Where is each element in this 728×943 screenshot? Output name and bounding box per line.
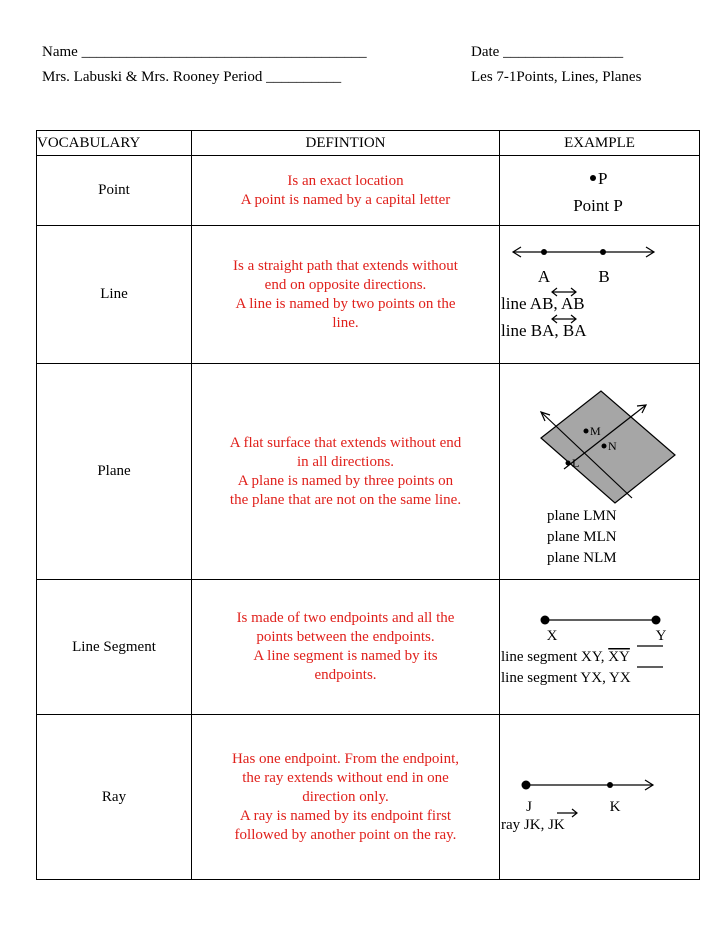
definition-line: A plane is named by three points on (237, 472, 454, 489)
definition-point (192, 156, 500, 226)
definition-line: the ray extends without end in one (242, 769, 449, 786)
ray-name: ray JK, JK (501, 817, 565, 833)
line-name-ab: line AB, AB (501, 294, 585, 313)
point-m-dot (584, 429, 589, 434)
definition-ray (192, 715, 500, 880)
plane-diagram (500, 364, 700, 580)
example-line-segment (500, 580, 700, 715)
definition-line: A point is named by a capital letter (240, 191, 451, 208)
ray-symbol-icon (557, 809, 577, 817)
point-m-label: M (590, 424, 601, 438)
plane-name: plane NLM (547, 550, 617, 566)
line-name-ba: line BA, BA (501, 321, 587, 340)
table-row-point (37, 156, 700, 226)
definition-line: A line is named by two points on the (235, 295, 456, 312)
segment-name-xy: line segment XY, XY (501, 649, 630, 665)
ray-diagram (500, 715, 700, 880)
lesson-title: Les 7-1Points, Lines, Planes (471, 69, 642, 85)
definition-line: the plane that are not on the same line. (229, 491, 462, 508)
definition-line: Is an exact location (287, 172, 404, 189)
point-caption: Point P (573, 196, 623, 215)
definition-line: Is made of two endpoints and all the (236, 610, 455, 626)
point-l-dot (566, 461, 571, 466)
point-y-label: Y (655, 628, 667, 644)
table-row-line (37, 226, 700, 364)
definition-line: line. (332, 314, 359, 331)
point-diagram (500, 156, 700, 226)
point-y-dot (652, 616, 661, 625)
definition-line: A ray is named by its endpoint first (239, 807, 452, 824)
line-diagram (500, 226, 700, 364)
definition-line: direction only. (302, 788, 389, 805)
term-point: Point (37, 156, 192, 226)
example-plane (500, 364, 700, 580)
definition-line: end on opposite directions. (264, 276, 427, 293)
teachers-period-label: Mrs. Labuski & Mrs. Rooney Period __________ (42, 69, 342, 85)
term-ray: Ray (37, 715, 192, 880)
point-k-dot (607, 782, 613, 788)
point-n-label: N (608, 439, 617, 453)
definition-line: A flat surface that extends without end (229, 434, 462, 451)
point-a-dot (541, 249, 547, 255)
column-header-vocabulary: VOCABULARY (37, 131, 192, 156)
definition-line: Is a straight path that extends without (233, 257, 458, 274)
name-field-label: Name ______________________________________ (42, 44, 367, 60)
term-plane: Plane (37, 364, 192, 580)
point-j-dot (522, 781, 531, 790)
point-a-label: A (537, 267, 551, 286)
column-header-example: EXAMPLE (500, 131, 700, 156)
term-line-segment: Line Segment (37, 580, 192, 715)
table-header-row (37, 131, 700, 156)
table-row-ray (37, 715, 700, 880)
definition-line: in all directions. (296, 453, 395, 470)
point-dot (590, 175, 596, 181)
point-label: P (598, 169, 608, 188)
vocabulary-table (36, 130, 700, 880)
point-k-label: K (609, 799, 621, 815)
definition-line-cell (192, 226, 500, 364)
definition-plane (192, 364, 500, 580)
term-line: Line (37, 226, 192, 364)
plane-name: plane LMN (547, 508, 617, 524)
definition-line: A line segment is named by its (253, 648, 438, 664)
point-n-dot (602, 444, 607, 449)
table-row-plane (37, 364, 700, 580)
point-b-label: B (598, 267, 610, 286)
example-point (500, 156, 700, 226)
example-ray (500, 715, 700, 880)
point-b-dot (600, 249, 606, 255)
date-field-label: Date ________________ (471, 44, 624, 60)
point-j-label: J (526, 799, 532, 815)
plane-name: plane MLN (547, 529, 617, 545)
point-x-dot (541, 616, 550, 625)
point-l-label: L (572, 456, 580, 470)
definition-line: followed by another point on the ray. (234, 826, 457, 843)
column-header-definition: DEFINTION (192, 131, 500, 156)
definition-line-segment (192, 580, 500, 715)
segment-name-yx: line segment YX, YX (501, 670, 631, 686)
line-segment-diagram (500, 580, 700, 715)
point-x-label: X (546, 628, 558, 644)
definition-line: points between the endpoints. (256, 629, 435, 645)
definition-line: endpoints. (314, 667, 377, 683)
example-line (500, 226, 700, 364)
table-row-line-segment (37, 580, 700, 715)
definition-line: Has one endpoint. From the endpoint, (231, 750, 460, 767)
